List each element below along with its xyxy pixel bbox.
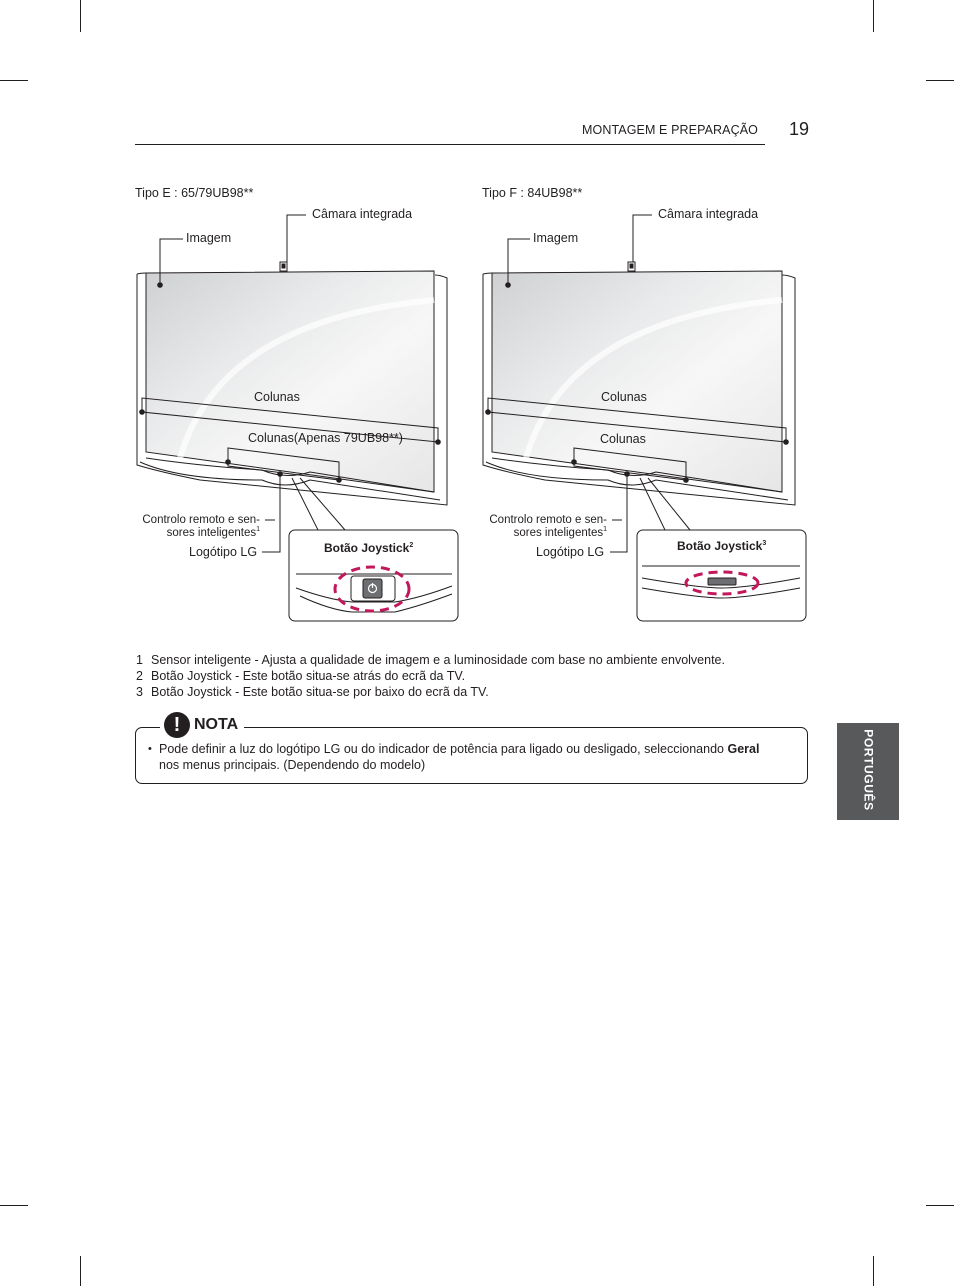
image-label-f: Imagem <box>533 231 579 245</box>
footnote-ref: 1 <box>603 526 607 533</box>
footnote-item <box>136 652 725 668</box>
footnote-text: Botão Joystick - Este botão situa-se por baixo do ecrã da TV. <box>151 685 489 699</box>
crop-mark <box>873 1256 874 1286</box>
page-number: 19 <box>789 119 810 139</box>
logo-label-f: Logótipo LG <box>536 545 605 559</box>
footnote-ref: 2 <box>409 542 414 549</box>
sensor-label-line2: sores inteligentes <box>166 526 257 539</box>
tv-diagram-f <box>483 215 795 552</box>
note-text-bold: Geral <box>727 742 760 756</box>
type-e-label: Tipo E : 65/79UB98** <box>135 186 254 200</box>
language-tab-label: PORTUGUÊS <box>861 729 876 811</box>
camera-label-e: Câmara integrada <box>312 207 413 221</box>
footnote-number: 3 <box>136 685 143 699</box>
sensor-label-line1: Controlo remoto e sen- <box>142 514 260 526</box>
crop-mark <box>0 1205 28 1206</box>
sensor-label-f <box>467 514 607 539</box>
note-text-part1: Pode definir a luz do logótipo LG ou do indicador de potência para ligado ou desligado, seleccionando <box>159 742 728 756</box>
footnote-ref: 1 <box>256 526 260 533</box>
camera-label-f: Câmara integrada <box>658 207 759 221</box>
exclamation-icon: ! <box>164 712 190 738</box>
footnote-text: Sensor inteligente - Ajusta a qualidade de imagem e a luminosidade com base no ambiente envolvente. <box>151 653 725 667</box>
bullet-icon: • <box>148 743 152 755</box>
section-title: MONTAGEM E PREPARAÇÃO <box>582 123 758 137</box>
note-title: NOTA <box>194 716 239 733</box>
crop-mark <box>926 1205 954 1206</box>
footnote-ref: 3 <box>762 540 767 547</box>
speakers-label-e: Colunas <box>254 390 300 404</box>
type-f-label: Tipo F : 84UB98** <box>482 186 583 200</box>
speakers2-label-f: Colunas <box>600 432 646 446</box>
note-header <box>160 710 244 740</box>
tv-diagram-e <box>137 215 447 552</box>
footnote-number: 1 <box>136 653 143 667</box>
note-text <box>148 741 798 773</box>
image-label-e: Imagem <box>186 231 232 245</box>
speakers2-label-e: Colunas(Apenas 79UB98**) <box>248 431 403 445</box>
note-text-part2: nos menus principais. (Dependendo do modelo) <box>159 758 426 772</box>
speakers-label-f: Colunas <box>601 390 647 404</box>
logo-label-e: Logótipo LG <box>189 545 258 559</box>
footnote-item <box>136 684 725 700</box>
sensor-label-line1: Controlo remoto e sen- <box>489 514 607 526</box>
footnote-item <box>136 668 725 684</box>
joystick-label-f <box>677 539 766 553</box>
sensor-label-e <box>120 514 260 539</box>
joystick-label-text: Botão Joystick <box>324 541 410 555</box>
sensor-label-line2: sores inteligentes <box>513 526 604 539</box>
joystick-label-e <box>324 541 413 555</box>
joystick-label-text: Botão Joystick <box>677 539 763 553</box>
footnote-number: 2 <box>136 669 143 683</box>
crop-mark <box>80 1256 81 1286</box>
footnotes <box>136 652 725 700</box>
footnote-text: Botão Joystick - Este botão situa-se atrás do ecrã da TV. <box>151 669 466 683</box>
